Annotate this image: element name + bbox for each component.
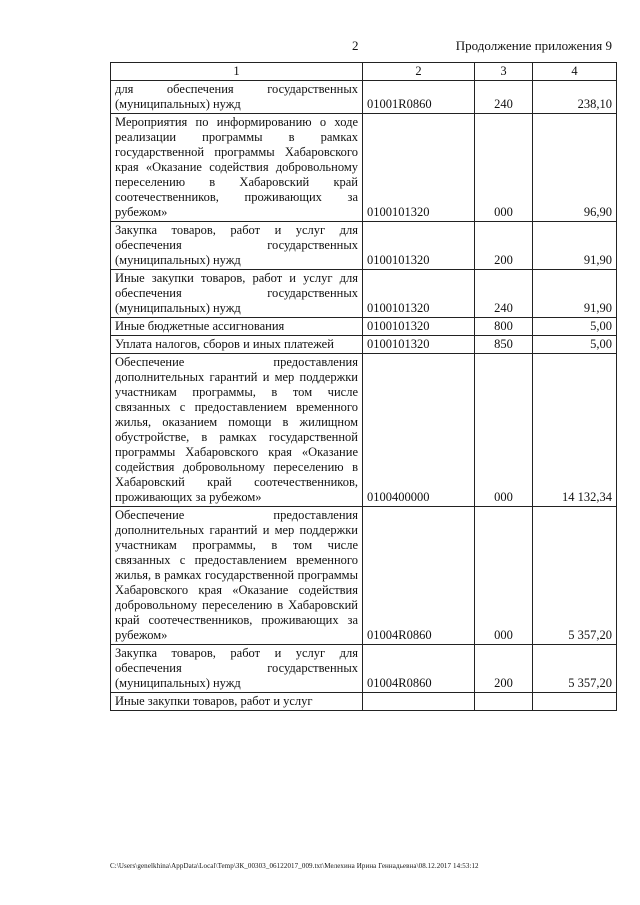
row-sum: 238,10 [533,81,617,114]
table-row [111,645,617,693]
row-name: Мероприятия по информированию о ходе реализации программы в рамках государственной программы Хабаровского края «Оказание содействия добровольному переселению в Хабаровский край соотечественников, проживающих за рубежом» [111,114,363,222]
row-name: Уплата налогов, сборов и иных платежей [111,336,363,354]
table-row [111,222,617,270]
table-row [111,336,617,354]
row-name: Закупка товаров, работ и услуг для обеспечения государственных (муниципальных) нужд [111,222,363,270]
row-sum: 14 132,34 [533,354,617,507]
table-row [111,354,617,507]
row-code: 01001R0860 [363,81,475,114]
row-code: 0100101320 [363,222,475,270]
appendix-title: Продолжение приложения 9 [455,38,612,53]
row-name: для обеспечения государственных (муниципальных) нужд [111,81,363,114]
row-name: Иные закупки товаров, работ и услуг для обеспечения государственных (муниципальных) нужд [111,270,363,318]
table-row [111,114,617,222]
row-sum: 96,90 [533,114,617,222]
row-type: 240 [475,270,533,318]
row-type: 200 [475,645,533,693]
row-sum: 5,00 [533,336,617,354]
table-row [111,507,617,645]
row-sum: 91,90 [533,222,617,270]
row-type [475,693,533,711]
row-name: Закупка товаров, работ и услуг для обеспечения государственных (муниципальных) нужд [111,645,363,693]
row-type: 000 [475,507,533,645]
row-type: 200 [475,222,533,270]
row-name: Иные закупки товаров, работ и услуг [111,693,363,711]
column-header-name: 1 [111,63,363,81]
row-code: 0100101320 [363,336,475,354]
row-name: Обеспечение предоставления дополнительных гарантий и мер поддержки участникам программы, в том числе связанных с предоставлением временного жилья, оказанием помощи в жилищном обустройстве, в рамках государственной программы Хабаровского края «Оказание содействия добровольному переселению в Хабаровский край соотечественников, проживающих за рубежом» [111,354,363,507]
row-code [363,693,475,711]
file-path-footer: C:\Users\genelkhina\AppData\Local\Temp\ЗК_00303_06122017_009.txt\Мелехина Ирина Геннадьевна\08.12.2017 14:53:12 [110,862,479,870]
table-row [111,270,617,318]
row-type: 850 [475,336,533,354]
row-type: 000 [475,354,533,507]
row-code: 0100101320 [363,270,475,318]
column-header-sum: 4 [533,63,617,81]
row-sum: 5 357,20 [533,645,617,693]
row-type: 000 [475,114,533,222]
row-code: 01004R0860 [363,645,475,693]
table-row [111,693,617,711]
column-header-type: 3 [475,63,533,81]
row-name: Обеспечение предоставления дополнительных гарантий и мер поддержки участникам программы, в том числе связанных с предоставлением временного жилья, в рамках государственной программы Хабаровского края «Оказание содействия добровольному переселению в Хабаровский край соотечественников, проживающих за рубежом» [111,507,363,645]
budget-table [110,62,617,711]
row-sum: 5,00 [533,318,617,336]
table-header-row [111,63,617,81]
row-sum [533,693,617,711]
column-header-code: 2 [363,63,475,81]
row-code: 0100101320 [363,114,475,222]
row-code: 01004R0860 [363,507,475,645]
row-code: 0100400000 [363,354,475,507]
row-sum: 5 357,20 [533,507,617,645]
row-code: 0100101320 [363,318,475,336]
row-type: 800 [475,318,533,336]
row-type: 240 [475,81,533,114]
row-sum: 91,90 [533,270,617,318]
table-row [111,81,617,114]
page-number: 2 [352,38,359,53]
row-name: Иные бюджетные ассигнования [111,318,363,336]
table-row [111,318,617,336]
